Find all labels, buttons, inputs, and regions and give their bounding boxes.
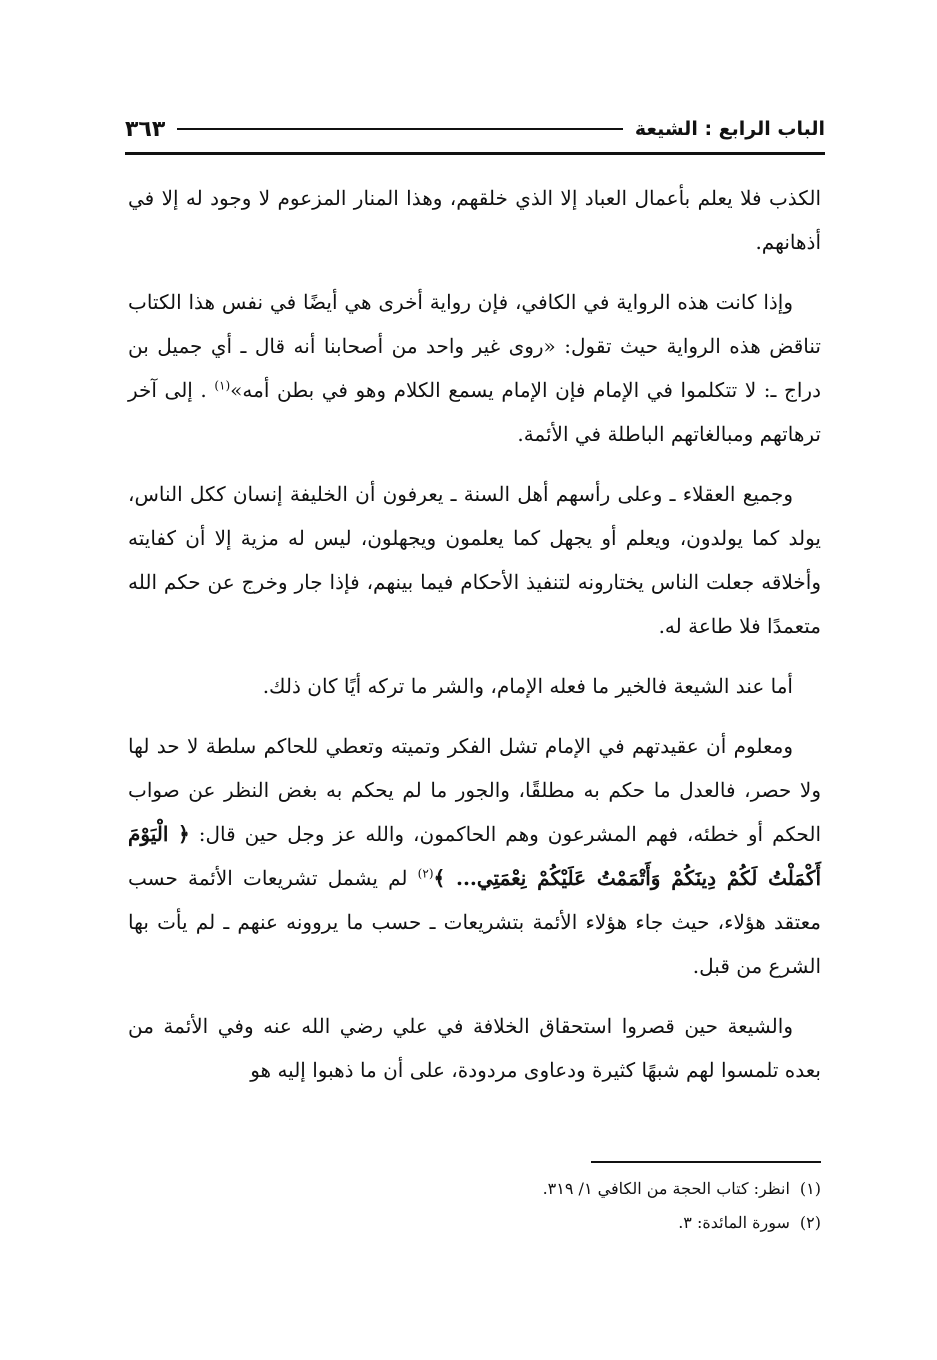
footnote-2	[128, 1206, 821, 1240]
main-text	[128, 176, 821, 1108]
paragraph-2	[128, 280, 821, 456]
footnote-separator	[591, 1161, 821, 1163]
paragraph-5-tail: لم يشمل تشريعات الأئمة حسب معتقد هؤلاء، حيث جاء هؤلاء الأئمة بتشريعات ـ حسب ما يروونه عنهم ـ لم يأت بها الشرع من قبل.	[128, 866, 821, 978]
footnote-1	[128, 1172, 821, 1206]
paragraph-5	[128, 724, 821, 988]
footnote-2-text: سورة المائدة: ٣.	[678, 1213, 790, 1232]
running-header	[125, 108, 825, 150]
paragraph-4: أما عند الشيعة فالخير ما فعله الإمام، والشر ما تركه أيًا كان ذلك.	[262, 674, 793, 698]
paragraph-6: والشيعة حين قصروا استحقاق الخلافة في علي رضي الله عنه وفي الأئمة من بعده تلمسوا لهم شبهًا كثيرة ودعاوى مردودة، على أن ما ذهبوا إليه هو	[128, 1014, 821, 1082]
footnote-2-number: (٢)	[799, 1213, 821, 1232]
footnote-1-text: انظر: كتاب الحجة من الكافي ١/ ٣١٩.	[542, 1179, 790, 1198]
footnotes	[128, 1172, 821, 1240]
paragraph-3: وجميع العقلاء ـ وعلى رأسهم أهل السنة ـ يعرفون أن الخليفة إنسان ككل الناس، يولد كما يولدون، ويعلم أو يجهل كما يعلمون ويجهلون، ليس له مزية إلا أن كفايته وأخلاقه جعلت الناس يختارونه لتنفيذ الأحكام فيما بينهم، فإذا جار وخرج عن حكم الله متعمدًا فلا طاعة له.	[128, 482, 821, 638]
header-rule	[125, 152, 825, 155]
footnote-1-number: (١)	[799, 1179, 821, 1198]
paragraph-2-tail: . إلى آخر ترهاتهم ومبالغاتهم الباطلة في الأئمة.	[128, 378, 821, 446]
paragraph-2-text: وإذا كانت هذه الرواية في الكافي، فإن رواية أخرى هي أيضًا في نفس هذا الكتاب تناقض هذه الرواية حيث تقول: «روى غير واحد من أصحابنا أنه قال ـ أي جميل بن دراج ـ: لا تتكلموا في الإمام فإن الإمام يسمع الكلام وهو في بطن أمه»	[128, 290, 821, 402]
paragraph-1: الكذب فلا يعلم بأعمال العباد إلا الذي خلقهم، وهذا المنار المزعوم لا وجود له إلا في أذهانهم.	[128, 186, 821, 254]
chapter-title: الباب الرابع : الشيعة	[634, 118, 825, 140]
quran-verse: ﴿ الْيَوْمَ أَكْمَلْتُ لَكُمْ دِينَكُمْ وَأَتْمَمْتُ عَلَيْكُمْ نِعْمَتِي... ﴾	[128, 822, 821, 890]
paragraph-5-text: ومعلوم أن عقيدتهم في الإمام تشل الفكر وتميته وتعطي للحاكم سلطة لا حد لها ولا حصر، فالعدل ما حكم به مطلقًا، والجور ما لم يحكم به بغض النظر عن صواب الحكم أو خطئه، فهم المشرعون وهم الحاكمون، والله عز وجل حين قال:	[128, 734, 821, 846]
footnote-ref-1[interactable]: (١)	[214, 378, 231, 393]
page-number: ٣٦٣	[125, 116, 166, 142]
footnote-ref-2[interactable]: (٢)	[417, 866, 434, 881]
header-dash-line	[177, 128, 623, 130]
